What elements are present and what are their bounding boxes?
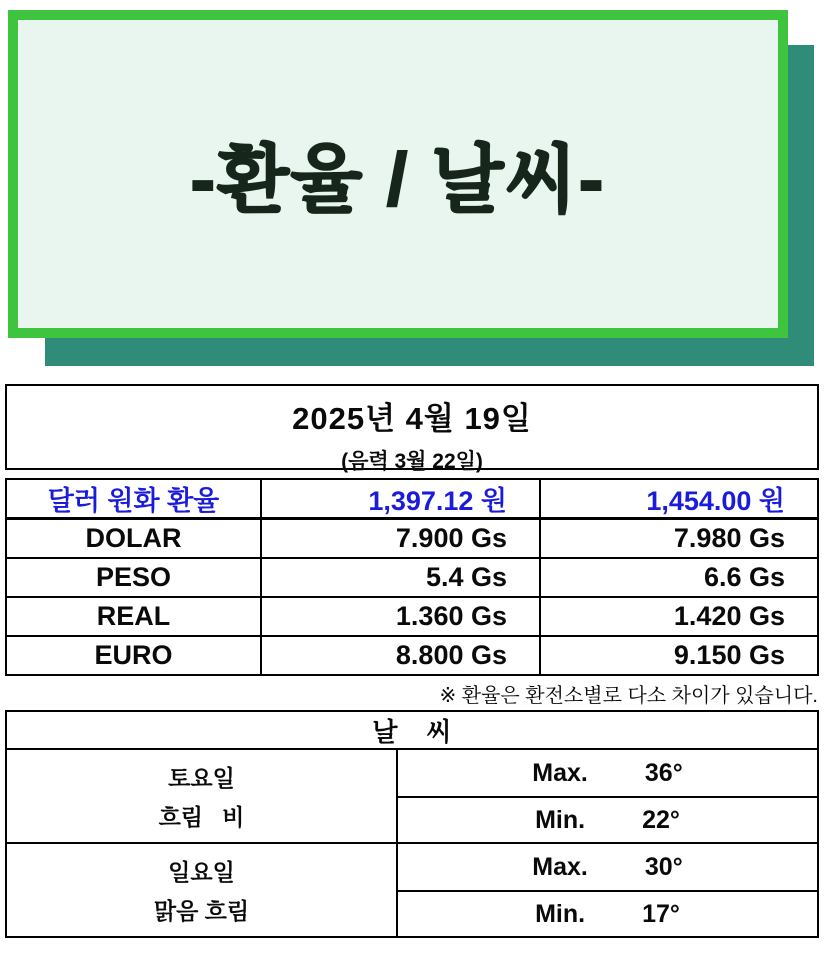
fx-row-real <box>7 598 817 637</box>
min-value: 17° <box>642 899 680 928</box>
weather-day-condition: 맑음 흐림 <box>153 898 250 924</box>
fx-row-dolar <box>7 520 817 559</box>
exchange-rate-note: ※ 환율은 환전소별로 다소 차이가 있습니다. <box>439 684 818 707</box>
exchange-rate-table <box>5 478 819 676</box>
fx-rate1: 1.360 Gs <box>260 598 539 635</box>
max-value: 30° <box>644 852 683 881</box>
min-value: 22° <box>642 805 680 834</box>
date-card <box>5 384 819 473</box>
fx-rate2: 9.150 Gs <box>539 637 817 674</box>
weather-row-saturday <box>7 750 817 844</box>
page-title: -환율 / 날씨- <box>190 138 606 221</box>
lunar-date-text: (음력 3월 22일) <box>341 450 483 473</box>
fx-row-krw <box>7 480 817 520</box>
max-value: 36° <box>644 758 683 787</box>
fx-row-peso <box>7 559 817 598</box>
weather-header: 날 씨 <box>7 712 817 750</box>
min-label: Min. <box>535 899 586 928</box>
fx-row-euro <box>7 637 817 674</box>
title-banner-box <box>8 10 788 338</box>
weather-day-cell <box>7 750 396 842</box>
date-text: 2025년 4월 19일 <box>292 401 532 436</box>
fx-rate2: 6.6 Gs <box>539 559 817 596</box>
fx-rate1: 8.800 Gs <box>260 637 539 674</box>
fx-rate1: 5.4 Gs <box>260 559 539 596</box>
fx-currency-label: PESO <box>95 562 172 592</box>
min-label: Min. <box>535 805 586 834</box>
weather-min-cell <box>396 890 817 936</box>
max-label: Max. <box>532 758 588 787</box>
fx-currency-label: DOLAR <box>85 523 182 553</box>
fx-krw-rate1: 1,397.12 원 <box>260 480 539 517</box>
fx-rate1: 7.900 Gs <box>260 520 539 557</box>
weather-max-cell <box>396 844 817 890</box>
fx-rate2: 7.980 Gs <box>539 520 817 557</box>
weather-row-sunday <box>7 844 817 936</box>
weather-day-cell <box>7 844 396 936</box>
weather-day-name: 토요일 <box>168 765 235 791</box>
fx-krw-rate2: 1,454.00 원 <box>539 480 817 517</box>
fx-currency-label: REAL <box>96 601 171 631</box>
weather-min-cell <box>396 796 817 842</box>
fx-currency-label: EURO <box>94 640 173 670</box>
weather-table <box>5 710 819 938</box>
fx-rate2: 1.420 Gs <box>539 598 817 635</box>
weather-day-condition: 흐림 비 <box>158 804 245 830</box>
max-label: Max. <box>532 852 588 881</box>
fx-krw-label: 달러 원화 환율 <box>47 486 220 516</box>
weather-day-name: 일요일 <box>168 859 235 885</box>
title-banner <box>0 0 824 368</box>
weather-max-cell <box>396 750 817 796</box>
